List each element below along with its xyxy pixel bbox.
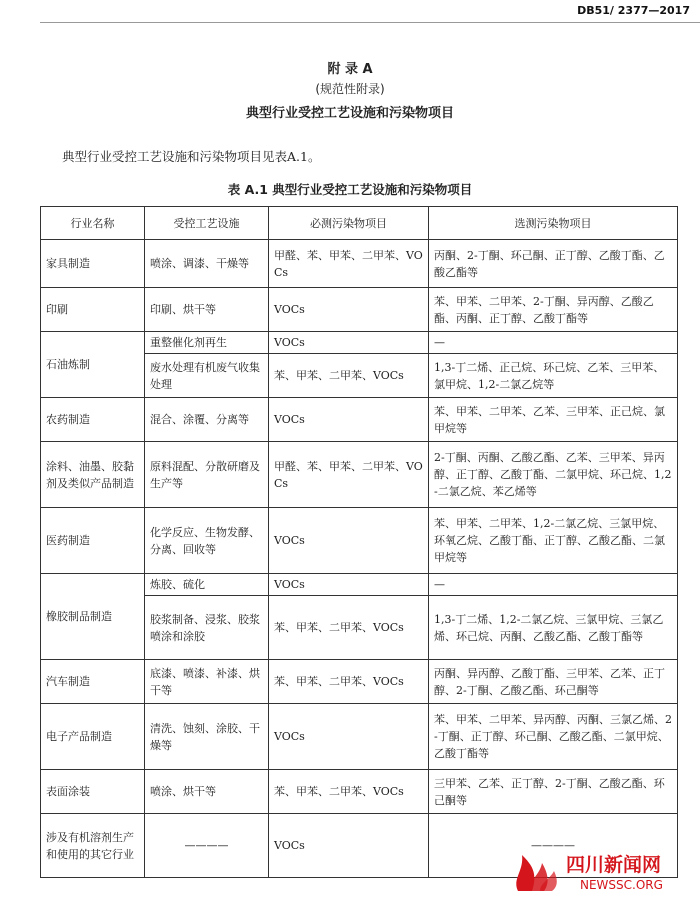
optional-cell: 苯、甲苯、二甲苯、异丙醇、丙酮、三氯乙烯、2-丁酮、正丁醇、环己酮、乙酸乙酯、二氯甲烷、乙酸丁酯等 (429, 704, 678, 770)
table-row (41, 288, 678, 332)
header-optional: 选测污染物项目 (429, 207, 678, 240)
watermark-name: 四川新闻网 (566, 854, 662, 876)
industry-cell: 橡胶制品制造 (41, 574, 145, 660)
table-row (41, 398, 678, 442)
optional-cell: 1,3-丁二烯、正己烷、环己烷、乙苯、三甲苯、氯甲烷、1,2-二氯乙烷等 (429, 354, 678, 398)
header-industry: 行业名称 (41, 207, 145, 240)
industry-cell: 农药制造 (41, 398, 145, 442)
required-cell: 苯、甲苯、二甲苯、VOCs (269, 596, 429, 660)
process-cell: 喷涂、调漆、干燥等 (145, 240, 269, 288)
process-cell: 炼胶、硫化 (145, 574, 269, 596)
required-cell: 苯、甲苯、二甲苯、VOCs (269, 770, 429, 814)
appendix-heading: 典型行业受控工艺设施和污染物项目 (245, 106, 454, 121)
process-cell: 底漆、喷漆、补漆、烘干等 (145, 660, 269, 704)
process-cell: 化学反应、生物发酵、分离、回收等 (145, 508, 269, 574)
industry-cell: 印刷 (41, 288, 145, 332)
optional-cell: — (429, 574, 678, 596)
industry-cell: 家具制造 (41, 240, 145, 288)
optional-cell: 丙酮、2-丁酮、环己酮、正丁醇、乙酸丁酯、乙酸乙酯等 (429, 240, 678, 288)
required-cell: VOCs (269, 704, 429, 770)
header-process: 受控工艺设施 (145, 207, 269, 240)
required-cell: VOCs (269, 398, 429, 442)
process-cell: 胶浆制备、浸浆、胶浆喷涂和涂胶 (145, 596, 269, 660)
optional-cell: 丙酮、异丙醇、乙酸丁酯、三甲苯、乙苯、正丁醇、2-丁酮、乙酸乙酯、环己酮等 (429, 660, 678, 704)
required-cell: VOCs (269, 508, 429, 574)
required-cell: 甲醛、苯、甲苯、二甲苯、VOCs (269, 240, 429, 288)
intro-paragraph: 典型行业受控工艺设施和污染物项目见表A.1。 (62, 149, 321, 164)
required-cell: VOCs (269, 332, 429, 354)
site-watermark (510, 849, 696, 895)
industry-cell: 电子产品制造 (41, 704, 145, 770)
pollutant-table (40, 206, 678, 878)
flame-logo-icon (516, 855, 556, 891)
table-caption: 表 A.1 典型行业受控工艺设施和污染物项目 (227, 182, 473, 197)
industry-cell: 汽车制造 (41, 660, 145, 704)
optional-cell: 苯、甲苯、二甲苯、2-丁酮、异丙醇、乙酸乙酯、丙酮、正丁醇、乙酸丁酯等 (429, 288, 678, 332)
table-row (41, 442, 678, 508)
process-cell: ———— (145, 814, 269, 878)
required-cell: VOCs (269, 288, 429, 332)
table-row (41, 770, 678, 814)
industry-cell: 涉及有机溶剂生产和使用的其它行业 (41, 814, 145, 878)
appendix-type: (规范性附录) (315, 82, 385, 96)
table-row (41, 574, 678, 596)
header-required: 必测污染物项目 (269, 207, 429, 240)
standard-number: DB51/ 2377—2017 (577, 4, 690, 17)
process-cell: 废水处理有机废气收集处理 (145, 354, 269, 398)
industry-cell: 医药制造 (41, 508, 145, 574)
table-row (41, 240, 678, 288)
table-row (41, 508, 678, 574)
process-cell: 原料混配、分散研磨及生产等 (145, 442, 269, 508)
table-header-row (41, 207, 678, 240)
required-cell: 甲醛、苯、甲苯、二甲苯、VOCs (269, 442, 429, 508)
header-divider (40, 22, 700, 23)
industry-cell: 涂料、油墨、胶黏剂及类似产品制造 (41, 442, 145, 508)
optional-cell: — (429, 332, 678, 354)
process-cell: 清洗、蚀刻、涂胶、干燥等 (145, 704, 269, 770)
required-cell: VOCs (269, 814, 429, 878)
process-cell: 重整催化剂再生 (145, 332, 269, 354)
appendix-title: 附 录 A (327, 62, 373, 77)
optional-cell: 苯、甲苯、二甲苯、乙苯、三甲苯、正己烷、氯甲烷等 (429, 398, 678, 442)
table-row (41, 332, 678, 354)
optional-cell: 1,3-丁二烯、1,2-二氯乙烷、三氯甲烷、三氯乙烯、环己烷、丙酮、乙酸乙酯、乙酸丁酯等 (429, 596, 678, 660)
optional-cell: 2-丁酮、丙酮、乙酸乙酯、乙苯、三甲苯、异丙醇、正丁醇、乙酸丁酯、二氯甲烷、环己烷、1,2-二氯乙烷、苯乙烯等 (429, 442, 678, 508)
required-cell: 苯、甲苯、二甲苯、VOCs (269, 354, 429, 398)
table-row (41, 704, 678, 770)
industry-cell: 表面涂装 (41, 770, 145, 814)
required-cell: 苯、甲苯、二甲苯、VOCs (269, 660, 429, 704)
optional-cell: ———— (429, 814, 678, 878)
required-cell: VOCs (269, 574, 429, 596)
process-cell: 印刷、烘干等 (145, 288, 269, 332)
process-cell: 混合、涂覆、分离等 (145, 398, 269, 442)
process-cell: 喷涂、烘干等 (145, 770, 269, 814)
table-row (41, 660, 678, 704)
optional-cell: 苯、甲苯、二甲苯、1,2-二氯乙烷、三氯甲烷、环氧乙烷、乙酸丁酯、正丁醇、乙酸乙酯、二氯甲烷等 (429, 508, 678, 574)
optional-cell: 三甲苯、乙苯、正丁醇、2-丁酮、乙酸乙酯、环己酮等 (429, 770, 678, 814)
industry-cell: 石油炼制 (41, 332, 145, 398)
watermark-url: NEWSSC.ORG (580, 878, 663, 892)
